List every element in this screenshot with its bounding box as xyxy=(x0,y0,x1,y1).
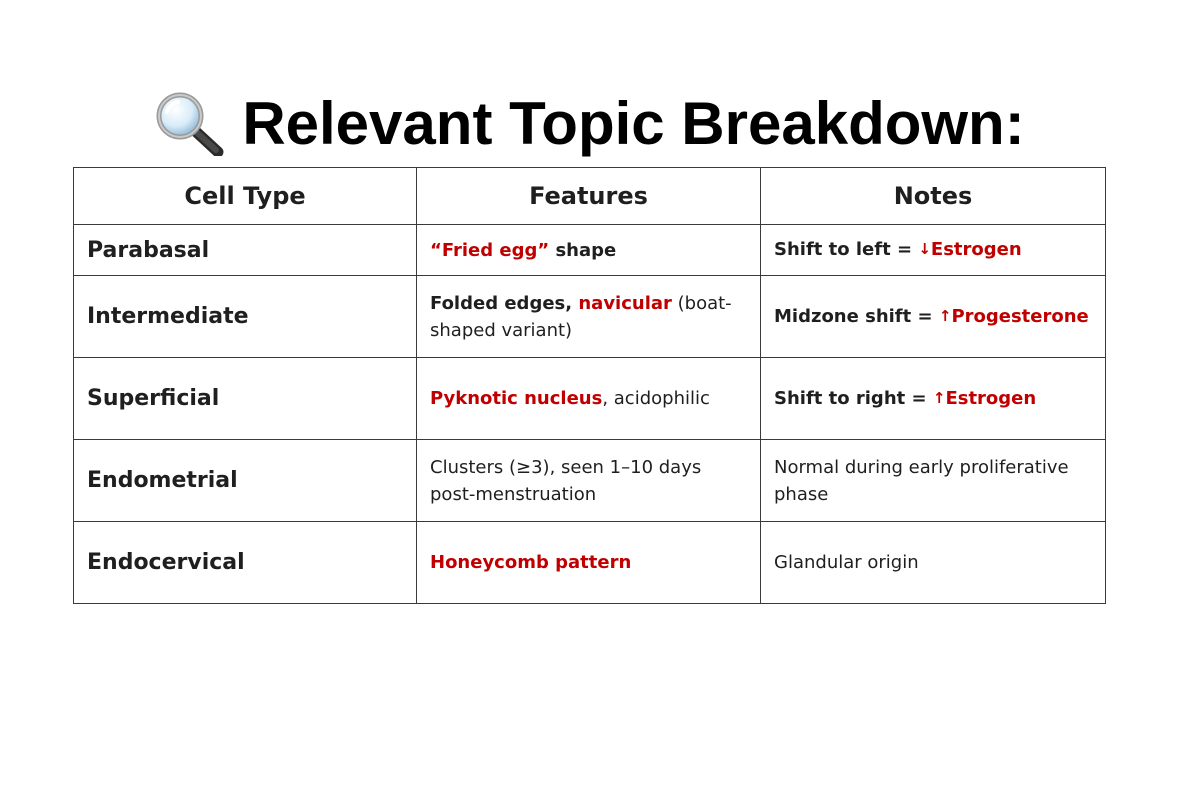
notes-highlight: Estrogen xyxy=(930,239,1022,260)
notes-text: Shift to right = xyxy=(774,387,933,409)
features-cell xyxy=(417,225,761,276)
notes-cell xyxy=(761,276,1106,358)
page-title xyxy=(0,86,1179,162)
column-header-features: Features xyxy=(417,168,761,225)
table-row xyxy=(74,522,1106,604)
arrow-down-icon: ↓ xyxy=(918,240,931,258)
cell-type: Endometrial xyxy=(74,440,417,522)
column-header-cell-type: Cell Type xyxy=(74,168,417,225)
features-text: shape xyxy=(549,239,617,261)
table-header-row xyxy=(74,168,1106,225)
features-cell xyxy=(417,522,761,604)
features-highlight: navicular xyxy=(578,292,672,314)
table-row xyxy=(74,276,1106,358)
cell-type: Superficial xyxy=(74,358,417,440)
notes-cell xyxy=(761,358,1106,440)
cell-type: Intermediate xyxy=(74,276,417,358)
arrow-up-icon: ↑ xyxy=(938,306,952,325)
notes-cell: Normal during early proliferative phase xyxy=(761,440,1106,522)
arrow-up-icon: ↑ xyxy=(932,388,946,407)
column-header-notes: Notes xyxy=(761,168,1106,225)
notes-highlight: Progesterone xyxy=(951,305,1089,327)
notes-highlight: Estrogen xyxy=(945,387,1037,409)
features-cell xyxy=(417,358,761,440)
features-text: , acidophilic xyxy=(602,388,710,409)
topic-table xyxy=(73,167,1106,604)
features-text: (boat-shaped variant) xyxy=(430,292,732,341)
notes-text: Shift to left = xyxy=(774,239,919,260)
title-text: Relevant Topic Breakdown: xyxy=(242,90,1025,157)
features-separator: , xyxy=(565,292,579,314)
features-highlight: Honeycomb pattern xyxy=(430,552,632,573)
table-row xyxy=(74,358,1106,440)
features-lead: Folded edges xyxy=(430,292,566,314)
table-row xyxy=(74,440,1106,522)
cell-type: Endocervical xyxy=(74,522,417,604)
cell-type: Parabasal xyxy=(74,225,417,276)
notes-cell: Glandular origin xyxy=(761,522,1106,604)
notes-text: Midzone shift = xyxy=(774,305,939,327)
features-highlight: “Fried egg” xyxy=(430,239,550,261)
features-cell xyxy=(417,276,761,358)
features-cell: Clusters (≥3), seen 1–10 days post-menstruation xyxy=(417,440,761,522)
table-row xyxy=(74,225,1106,276)
magnifying-glass-icon xyxy=(154,92,226,156)
features-highlight: Pyknotic nucleus xyxy=(430,388,603,409)
notes-cell xyxy=(761,225,1106,276)
